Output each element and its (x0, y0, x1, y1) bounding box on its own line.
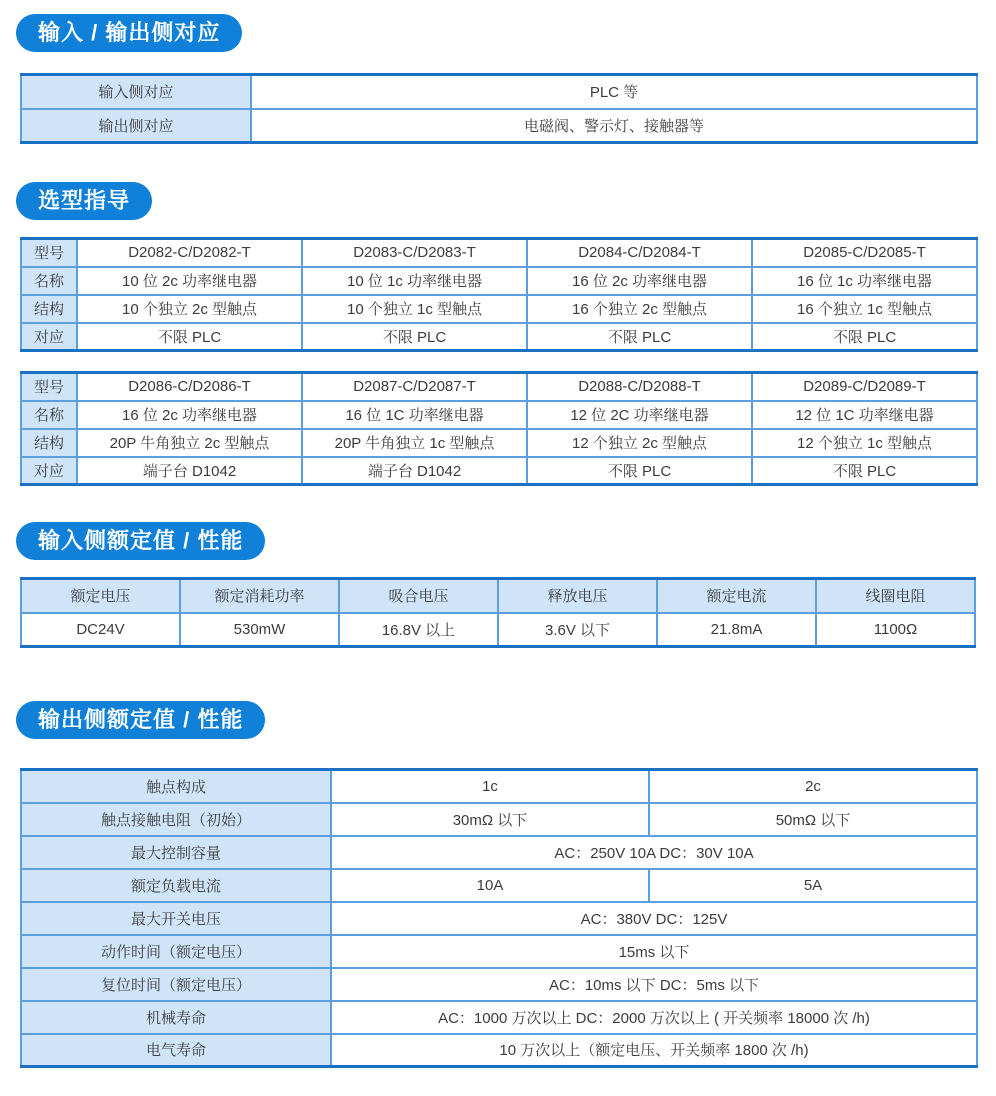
row-label-cell: 复位时间（额定电压） (21, 968, 331, 1001)
row-label-cell: 电气寿命 (21, 1034, 331, 1067)
cell: D2088-C/D2088-T (527, 373, 752, 401)
table-row (21, 869, 977, 902)
table-row (21, 109, 977, 143)
cell: 10 个独立 1c 型触点 (302, 295, 527, 323)
row-label-cell: 名称 (21, 267, 77, 295)
header-cell: 额定消耗功率 (180, 579, 339, 613)
row-label-cell: 动作时间（额定电压） (21, 935, 331, 968)
cell: 2c (649, 770, 977, 803)
io-table (20, 73, 978, 144)
table-row (21, 803, 977, 836)
row-label-cell: 型号 (21, 373, 77, 401)
table-row (21, 401, 977, 429)
input-rating-table (20, 577, 976, 648)
row-label-cell: 最大控制容量 (21, 836, 331, 869)
section-input-rating (0, 486, 996, 648)
table-row (21, 770, 977, 803)
cell: 10 万次以上（额定电压、开关频率 1800 次 /h) (331, 1034, 977, 1067)
cell: 端子台 D1042 (77, 457, 302, 485)
cell: 12 位 1C 功率继电器 (752, 401, 977, 429)
cell: 不限 PLC (77, 323, 302, 351)
row-label-cell: 型号 (21, 239, 77, 267)
table-row (21, 1001, 977, 1034)
section-title-io (16, 14, 242, 52)
row-label-cell: 对应 (21, 457, 77, 485)
cell: 20P 牛角独立 2c 型触点 (77, 429, 302, 457)
selection-table-2 (20, 371, 978, 486)
cell: D2089-C/D2089-T (752, 373, 977, 401)
cell: 12 个独立 1c 型触点 (752, 429, 977, 457)
cell: 1100Ω (816, 613, 975, 647)
row-label-cell: 额定负载电流 (21, 869, 331, 902)
cell: 16 位 2c 功率继电器 (527, 267, 752, 295)
section-title-output-rating (16, 701, 265, 739)
row-label-cell: 触点构成 (21, 770, 331, 803)
cell: 不限 PLC (527, 323, 752, 351)
section-title-input-rating (16, 522, 265, 560)
table-row (21, 935, 977, 968)
table-row (21, 295, 977, 323)
cell: 10 位 2c 功率继电器 (77, 267, 302, 295)
cell: 50mΩ 以下 (649, 803, 977, 836)
cell: AC：1000 万次以上 DC：2000 万次以上 ( 开关频率 18000 次 /h) (331, 1001, 977, 1034)
cell: 12 个独立 2c 型触点 (527, 429, 752, 457)
cell: D2082-C/D2082-T (77, 239, 302, 267)
table-row (21, 836, 977, 869)
cell: D2086-C/D2086-T (77, 373, 302, 401)
table-row (21, 267, 977, 295)
header-cell: 吸合电压 (339, 579, 498, 613)
cell: 不限 PLC (302, 323, 527, 351)
row-label-cell: 机械寿命 (21, 1001, 331, 1034)
output-rating-table (20, 768, 978, 1068)
cell: 5A (649, 869, 977, 902)
cell: D2085-C/D2085-T (752, 239, 977, 267)
section-selection (0, 144, 996, 486)
selection-table-1 (20, 237, 978, 352)
cell: 端子台 D1042 (302, 457, 527, 485)
section-title-selection (16, 182, 152, 220)
cell: 21.8mA (657, 613, 816, 647)
row-label-cell: 结构 (21, 429, 77, 457)
cell: 16 个独立 2c 型触点 (527, 295, 752, 323)
row-label-cell: 名称 (21, 401, 77, 429)
cell: 不限 PLC (752, 323, 977, 351)
table-row (21, 1034, 977, 1067)
header-cell: 额定电流 (657, 579, 816, 613)
cell: 16 个独立 1c 型触点 (752, 295, 977, 323)
section-output-rating (0, 648, 996, 1068)
cell: 1c (331, 770, 649, 803)
cell: 12 位 2C 功率继电器 (527, 401, 752, 429)
cell: 不限 PLC (752, 457, 977, 485)
cell: 30mΩ 以下 (331, 803, 649, 836)
table-row (21, 239, 977, 267)
row-value-cell: PLC 等 (251, 75, 977, 109)
cell: 20P 牛角独立 1c 型触点 (302, 429, 527, 457)
row-label-cell: 对应 (21, 323, 77, 351)
row-label-cell: 最大开关电压 (21, 902, 331, 935)
row-label-cell: 输出侧对应 (21, 109, 251, 143)
cell: 10A (331, 869, 649, 902)
row-value-cell: 电磁阀、警示灯、接触器等 (251, 109, 977, 143)
table-row (21, 613, 975, 647)
table-row (21, 457, 977, 485)
cell: 16.8V 以上 (339, 613, 498, 647)
cell: AC：250V 10A DC：30V 10A (331, 836, 977, 869)
section-title-output-rating-label: 输出侧额定值 / 性能 (38, 707, 244, 732)
cell: 16 位 2c 功率继电器 (77, 401, 302, 429)
cell: 3.6V 以下 (498, 613, 657, 647)
cell: 15ms 以下 (331, 935, 977, 968)
cell: D2087-C/D2087-T (302, 373, 527, 401)
cell: 16 位 1C 功率继电器 (302, 401, 527, 429)
cell: DC24V (21, 613, 180, 647)
header-cell: 释放电压 (498, 579, 657, 613)
section-title-input-rating-label: 输入侧额定值 / 性能 (38, 528, 244, 553)
cell: 10 个独立 2c 型触点 (77, 295, 302, 323)
cell: 不限 PLC (527, 457, 752, 485)
row-label-cell: 结构 (21, 295, 77, 323)
cell: AC：10ms 以下 DC：5ms 以下 (331, 968, 977, 1001)
table-header-row (21, 579, 975, 613)
cell: 16 位 1c 功率继电器 (752, 267, 977, 295)
section-io (0, 0, 996, 144)
cell: 530mW (180, 613, 339, 647)
table-row (21, 373, 977, 401)
row-label-cell: 触点接触电阻（初始） (21, 803, 331, 836)
header-cell: 额定电压 (21, 579, 180, 613)
cell: D2084-C/D2084-T (527, 239, 752, 267)
table-row (21, 429, 977, 457)
cell: 10 位 1c 功率继电器 (302, 267, 527, 295)
section-title-selection-label: 选型指导 (38, 188, 131, 213)
table-row (21, 968, 977, 1001)
table-row (21, 75, 977, 109)
cell: D2083-C/D2083-T (302, 239, 527, 267)
section-title-io-label: 输入 / 输出侧对应 (38, 20, 221, 45)
cell: AC：380V DC：125V (331, 902, 977, 935)
table-row (21, 323, 977, 351)
header-cell: 线圈电阻 (816, 579, 975, 613)
table-row (21, 902, 977, 935)
row-label-cell: 输入侧对应 (21, 75, 251, 109)
